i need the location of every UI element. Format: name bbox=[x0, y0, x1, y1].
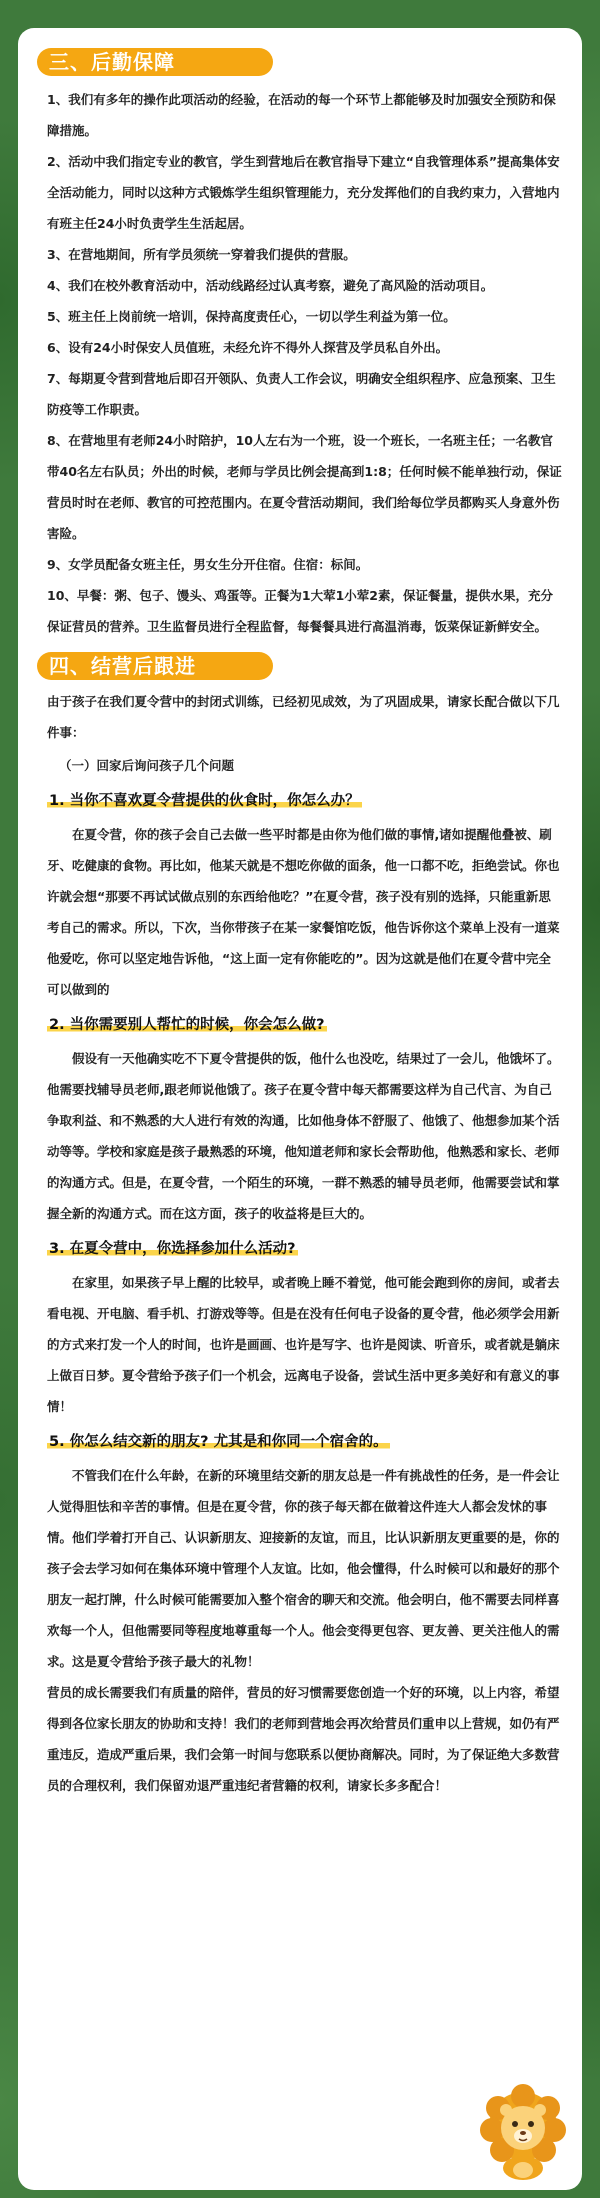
content-card bbox=[18, 28, 582, 2190]
logistics-item: 1、我们有多年的操作此项活动的经验，在活动的每一个环节上都能够及时加强安全预防和保障措施。 bbox=[47, 92, 556, 138]
answer-paragraph bbox=[37, 1267, 563, 1422]
question-heading bbox=[37, 1013, 563, 1037]
question-heading bbox=[37, 1237, 563, 1261]
question-text: 3. 在夏令营中，你选择参加什么活动? bbox=[49, 1241, 296, 1257]
closing-text: 营员的成长需要我们有质量的陪伴，营员的好习惯需要您创造一个好的环境，以上内容，希望得到各位家长朋友的协助和支持！我们的老师到营地会再次给营员们重申以上营规，如仍有严重违反，造成严重后果，我们会第一时间与您联系以便协商解决。同时，为了保证绝大多数营员的合理权利，我们保留劝退严重违纪者营籍的权利，请家长多多配合！ bbox=[47, 1685, 560, 1793]
answer-paragraph bbox=[37, 1460, 563, 1677]
logistics-item: 7、每期夏令营到营地后即召开领队、负责人工作会议，明确安全组织程序、应急预案、卫生防疫等工作职责。 bbox=[47, 371, 556, 417]
closing-paragraph bbox=[37, 1677, 563, 1801]
logistics-item: 3、在营地期间，所有学员须统一穿着我们提供的营服。 bbox=[47, 247, 356, 262]
logistics-item: 8、在营地里有老师24小时陪护，10人左右为一个班，设一个班长，一名班主任；一名教官带40名左右队员；外出的时候，老师与学员比例会提高到1:8；任何时候不能单独行动，保证营员时时在老师、教官的可控范围内。在夏令营活动期间，我们给每位学员都购买人身意外伤害险。 bbox=[47, 433, 562, 541]
question-text: 1. 当你不喜欢夏令营提供的伙食时，你怎么办？ bbox=[49, 793, 360, 809]
question-heading bbox=[37, 1430, 563, 1454]
logistics-item: 2、活动中我们指定专业的教官，学生到营地后在教官指导下建立“自我管理体系”提高集体安全活动能力，同时以这种方式锻炼学生组织管理能力，充分发挥他们的自我约束力，入营地内有班主任24小时负责学生生活起居。 bbox=[47, 154, 560, 231]
follow-up-intro: 由于孩子在我们夏令营中的封闭式训练，已经初见成效，为了巩固成果，请家长配合做以下几件事： bbox=[47, 694, 560, 740]
answer-text: 在家里，如果孩子早上醒的比较早，或者晚上睡不着觉，他可能会跑到你的房间，或者去看电视、开电脑、看手机、打游戏等等。但是在没有任何电子设备的夏令营，他必须学会用新的方式来打发一个人的时间，也许是画画、也许是写字、也许是阅读、听音乐，或者就是躺床上做百日梦。夏令营给予孩子们一个机会，远离电子设备，尝试生活中更多美好和有意义的事情！ bbox=[47, 1275, 560, 1414]
logistics-item: 5、班主任上岗前统一培训，保持高度责任心，一切以学生利益为第一位。 bbox=[47, 309, 456, 324]
logistics-list bbox=[37, 84, 563, 642]
follow-up-subheading: （一）回家后询问孩子几个问题 bbox=[59, 758, 235, 773]
logistics-item: 10、早餐：粥、包子、馒头、鸡蛋等。正餐为1大荤1小荤2素，保证餐量，提供水果，充分保证营员的营养。卫生监督员进行全程监督，每餐餐具进行高温消毒，饭菜保证新鲜安全。 bbox=[47, 588, 553, 634]
answer-paragraph bbox=[37, 1043, 563, 1229]
question-text: 5. 你怎么结交新的朋友? 尤其是和你同一个宿舍的。 bbox=[49, 1434, 388, 1450]
question-text: 2. 当你需要别人帮忙的时候，你会怎么做? bbox=[49, 1017, 325, 1033]
question-heading bbox=[37, 789, 563, 813]
answer-paragraph bbox=[37, 819, 563, 1005]
section-header-logistics: 三、后勤保障 bbox=[37, 48, 273, 76]
section-header-follow-up: 四、结营后跟进 bbox=[37, 652, 273, 680]
logistics-item: 9、女学员配备女班主任，男女生分开住宿。住宿：标间。 bbox=[47, 557, 369, 572]
logistics-item: 6、设有24小时保安人员值班，未经允许不得外人探营及学员私自外出。 bbox=[47, 340, 449, 355]
answer-text: 在夏令营，你的孩子会自己去做一些平时都是由你为他们做的事情,诸如提醒他叠被、刷牙、吃健康的食物。再比如，他某天就是不想吃你做的面条，他一口都不吃，拒绝尝试。你也许就会想“那要不再试试做点别的东西给他吃？”在夏令营，孩子没有别的选择，只能重新思考自己的需求。所以，下次，当你带孩子在某一家餐馆吃饭，他告诉你这个菜单上没有一道菜他爱吃，你可以坚定地告诉他，“这上面一定有你能吃的”。因为这就是他们在夏令营中完全可以做到的 bbox=[47, 827, 560, 997]
answer-text: 不管我们在什么年龄，在新的环境里结交新的朋友总是一件有挑战性的任务，是一件会让人觉得胆怯和辛苦的事情。但是在夏令营，你的孩子每天都在做着这件连大人都会发怵的事情。他们学着打开自己、认识新朋友、迎接新的友谊，而且，比认识新朋友更重要的是，你的孩子会去学习如何在集体环境中管理个人友谊。比如，他会懂得，什么时候可以和最好的那个朋友一起打牌，什么时候可能需要加入整个宿舍的聊天和交流。他会明白，他不需要去同样喜欢每一个人，但他需要同等程度地尊重每一个人。他会变得更包容、更友善、更关注他人的需求。这是夏令营给予孩子最大的礼物！ bbox=[47, 1468, 560, 1669]
logistics-item: 4、我们在校外教育活动中，活动线路经过认真考察，避免了高风险的活动项目。 bbox=[47, 278, 494, 293]
answer-text: 假设有一天他确实吃不下夏令营提供的饭，他什么也没吃，结果过了一会儿，他饿坏了。他需要找辅导员老师,跟老师说他饿了。孩子在夏令营中每天都需要这样为自己代言、为自己争取利益、和不熟悉的大人进行有效的沟通，比如他身体不舒服了、他饿了、他想参加某个活动等等。学校和家庭是孩子最熟悉的环境，他知道老师和家长会帮助他，他熟悉和家长、老师的沟通方式。但是，在夏令营，一个陌生的环境，一群不熟悉的辅导员老师，他需要尝试和掌握全新的沟通方式。而在这方面，孩子的收益将是巨大的。 bbox=[47, 1051, 560, 1221]
lion-mascot-icon bbox=[478, 2084, 568, 2180]
